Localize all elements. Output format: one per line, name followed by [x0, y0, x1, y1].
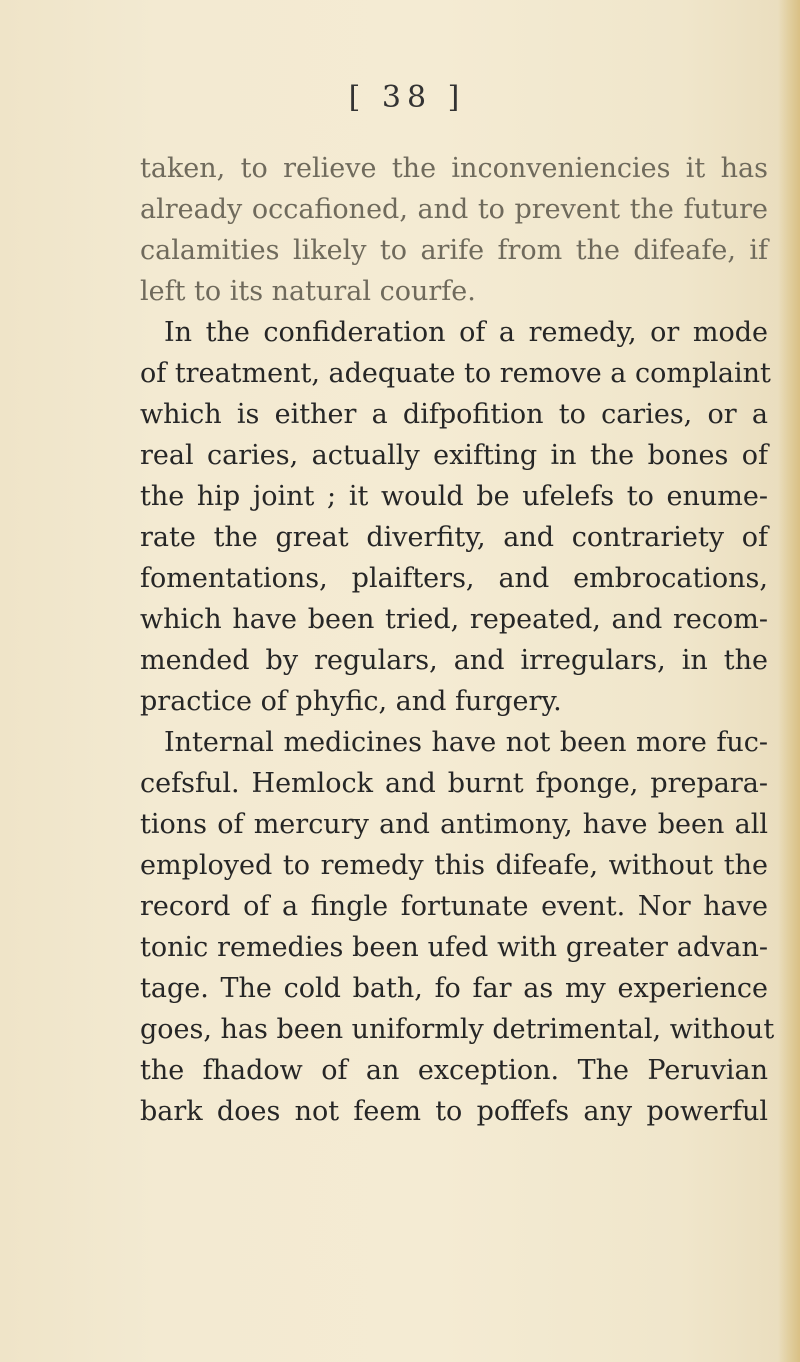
- text-line: practice of phyfic, and furgery.: [140, 686, 562, 717]
- page-number: [ 38 ]: [348, 80, 466, 115]
- body-text: [140, 148, 775, 1132]
- text-line: of treatment, adequate to remove a complaint: [140, 358, 771, 389]
- text-line: goes, has been uniformly detrimental, without: [140, 1014, 775, 1045]
- text-line: the hip joint ; it would be ufelefs to enume-: [140, 481, 768, 512]
- text-line: mended by regulars, and irregulars, in the: [140, 645, 768, 676]
- text-line: which is either a difpofition to caries, or a: [140, 399, 768, 430]
- page-edge-shadow: [778, 0, 800, 1362]
- text-line: In the confideration of a remedy, or mode: [164, 317, 768, 348]
- text-line: tage. The cold bath, fo far as my experience: [140, 973, 768, 1004]
- text-line: taken, to relieve the inconveniencies it has: [140, 153, 768, 184]
- text-line: real caries, actually exifting in the bones of: [140, 440, 768, 471]
- text-line: already occafioned, and to prevent the future: [140, 194, 768, 225]
- text-line: Internal medicines have not been more fuc-: [164, 727, 768, 758]
- text-line: cefsful. Hemlock and burnt fponge, prepara-: [140, 768, 768, 799]
- text-line: employed to remedy this difeafe, without the: [140, 850, 768, 881]
- text-line: which have been tried, repeated, and recom-: [140, 604, 768, 635]
- text-line: rate the great diverfity, and contrariety of: [140, 522, 768, 553]
- text-line: calamities likely to arife from the difeafe, if: [140, 235, 768, 266]
- text-line: fomentations, plaifters, and embrocations,: [140, 563, 768, 594]
- text-line: tions of mercury and antimony, have been all: [140, 809, 768, 840]
- text-line: bark does not feem to poffefs any powerful: [140, 1096, 768, 1127]
- text-line: tonic remedies been ufed with greater advan-: [140, 932, 768, 963]
- text-line: the fhadow of an exception. The Peruvian: [140, 1055, 768, 1086]
- text-line: left to its natural courfe.: [140, 276, 476, 307]
- text-line: record of a fingle fortunate event. Nor have: [140, 891, 768, 922]
